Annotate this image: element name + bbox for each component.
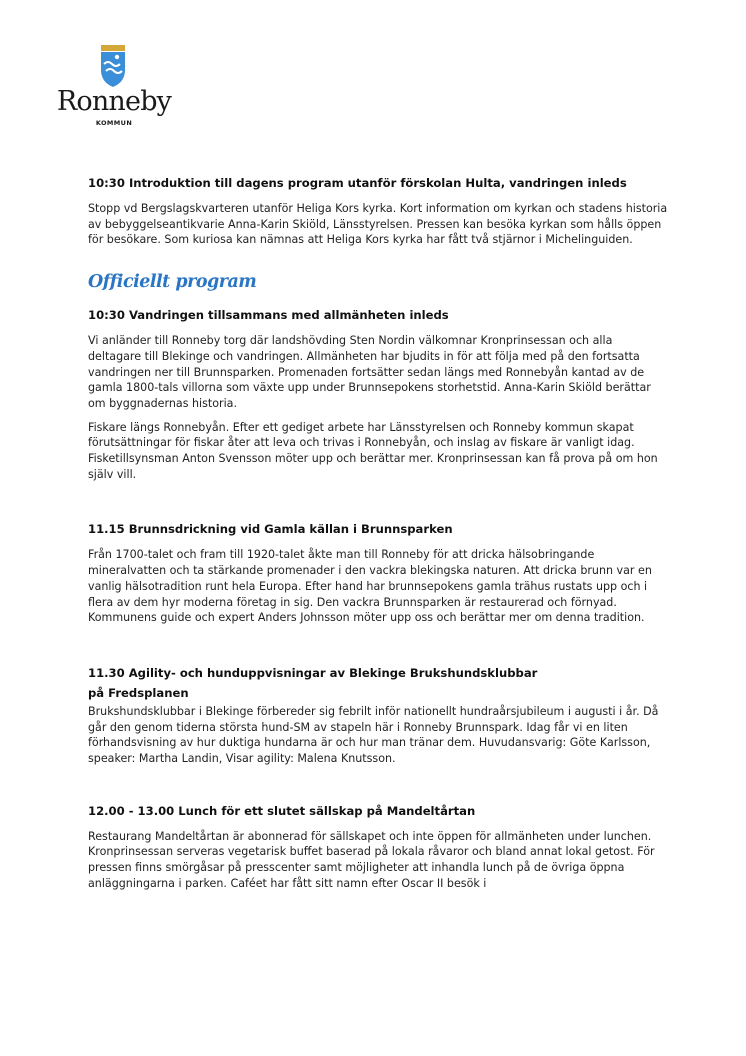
section-heading-agility: 11.30 Agility- och hunduppvisningar av Blekinge Brukshundsklubbar (88, 665, 538, 680)
logo-name: Ronneby (56, 86, 172, 117)
ronneby-logo (54, 44, 174, 134)
section-heading-intro: 10:30 Introduktion till dagens program utanför förskolan Hulta, vandringen inleds (88, 176, 627, 190)
section-heading-agility-line2: på Fredsplanen (88, 685, 189, 700)
section-paragraph: Restaurang Mandeltårtan är abonnerad för sällskapet och inte öppen för allmänheten under lunchen. Kronprinsessan serveras vegetarisk buffet baserad på lokala råvaror och bland annat lokal getost. För pressen finns smörgåsar på presscenter samt möjligheter att inhandla lunch på de övriga öppna anläggningarna i parken. Caféet har fått sitt namn efter Oscar II besök i (88, 829, 655, 890)
coat-of-arms-icon (98, 44, 128, 88)
section-paragraph: Stopp vd Bergslagskvarteren utanför Heliga Kors kyrka. Kort information om kyrkan och stadens historia av bebyggelseantikvarie Anna-Karin Skiöld, Länsstyrelsen. Pressen kan besöka kyrkan som hålls öppen för besökare. Som kuriosa kan nämnas att Heliga Kors kyrka har fått två stjärnor i Michelinguiden. (88, 202, 668, 247)
section-heading-spa: 11.15 Brunnsdrickning vid Gamla källan i Brunnsparken (88, 522, 453, 537)
section-paragraph: Fiskare längs Ronnebyån. Efter ett gediget arbete har Länsstyrelsen och Ronneby kommun skapat förutsättningar för fiskar åter att leva och trivas i Ronnebyån, och inslag av fiskare är vanligt idag. Fisketillsynsman Anton Svensson möter upp och berättar mer. Kronprinsessan kan få prova på om hon själv vill. (88, 420, 658, 481)
section-paragraph: Vi anländer till Ronneby torg där landshövding Sten Nordin välkomnar Kronprinsessan och alla deltagare till Blekinge och vandringen. Allmänheten har bjudits in för att följa med på den fortsatta vandringen ner till Brunnsparken. Promenaden fortsätter sedan längs med Ronnebyån kantad av de gamla 1800-tals villorna som växte upp under Brunnsepokens storhetstid. Anna-Karin Skiöld berättar om byggnadernas historia. (88, 334, 651, 410)
official-program-heading: Officiellt program (88, 272, 257, 293)
section-heading-lunch: 12.00 - 13.00 Lunch för ett slutet sällskap på Mandeltårtan (88, 803, 476, 818)
section-paragraph: Från 1700-talet och fram till 1920-talet åkte man till Ronneby för att dricka hälsobringande mineralvatten och ta stärkande promenader i den vackra blekingska naturen. Att dricka brunn var en vanlig hälsotradition runt hela Europa. Efter hand har brunnsepokens gamla trähus rustats upp och i flera av dem hyr moderna företag in sig. Den vackra Brunnsparken är restaurerad och förnyad. Kommunens guide och expert Anders Johnsson möter upp oss och berättar mer om denna tradition. (88, 548, 652, 625)
section-heading-walk: 10:30 Vandringen tillsammans med allmänheten inleds (88, 308, 449, 323)
section-paragraph: Brukshundsklubbar i Blekinge förbereder sig febrilt inför nationellt hundraårsjubileum i augusti i år. Då går den genom tiderna största hund-SM av stapeln här i Ronneby Brunnspark. Idag får vi en liten förhandsvisning av hur duktiga hundarna är och hur man tränar dem. Huvudansvarig: Göte Karlsson, speaker: Martha Landin, Visar agility: Malena Knutsson. (88, 704, 659, 766)
document-body (88, 174, 668, 900)
logo-sub: KOMMUN (95, 119, 133, 127)
